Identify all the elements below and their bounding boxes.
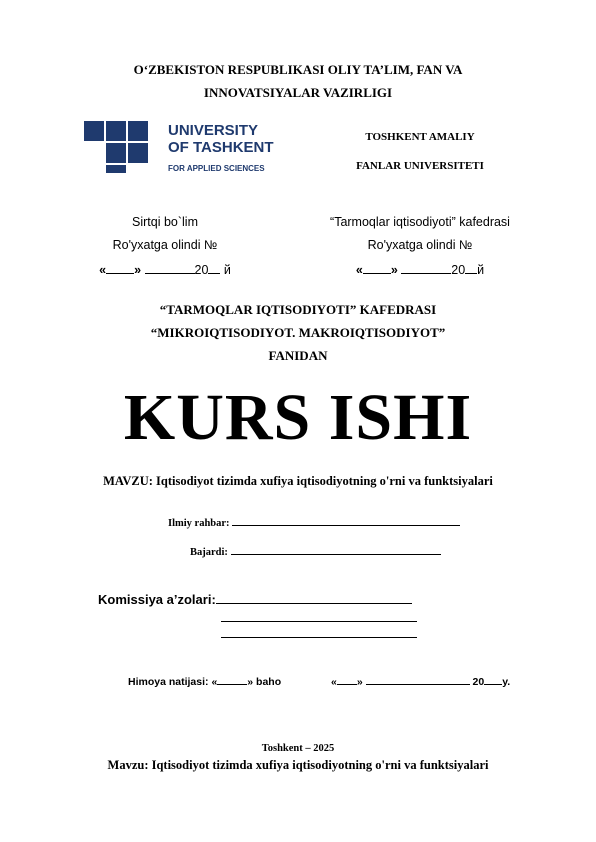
defense-date-open: « — [330, 676, 337, 688]
left-section-label: Sirtqi bo`lim — [132, 215, 198, 229]
commission-line — [98, 592, 412, 607]
left-year-prefix: 20 — [194, 263, 209, 277]
supervisor-label: Ilmiy rahbar: — [168, 518, 230, 529]
university-logo — [84, 121, 274, 173]
ministry-header — [0, 58, 596, 104]
right-year-prefix: 20 — [451, 263, 466, 277]
footer-topic: Mavzu: Iqtisodiyot tizimda xufiya iqtisodiyotning o'rni va funktsiyalari — [107, 758, 489, 772]
department-line-1: “TARMOQLAR IQTISODIYOTI” KAFEDRASI — [159, 302, 437, 317]
defense-year-prefix: 20 — [472, 676, 485, 688]
university-name-line-1: TOSHKENT AMALIY — [365, 131, 475, 143]
left-registration-label: Ro'yxatga olindi № — [112, 238, 218, 252]
defense-label: Himoya natijasi: « — [128, 676, 218, 688]
performer-label: Bajardi: — [190, 547, 228, 558]
supervisor-line — [168, 518, 460, 529]
logo-name-line-2: OF TASHKENT — [168, 139, 274, 156]
ministry-line-1: O‘ZBEKISTON RESPUBLIKASI OLIY TA’LIM, FAN VA — [133, 62, 463, 77]
left-date-line — [70, 263, 260, 277]
ministry-line-2: INNOVATSIYALAR VAZIRLIGI — [203, 85, 393, 100]
left-year-suffix: й — [220, 263, 231, 277]
university-logo-icon — [84, 121, 274, 173]
main-title: KURS ISHI — [123, 381, 473, 454]
city-year: Toshkent – 2025 — [261, 743, 335, 754]
defense-result-line — [128, 676, 510, 688]
right-date-open: « — [355, 263, 363, 277]
performer-line — [190, 547, 441, 558]
department-line-2: “MIKROIQTISODIYOT. MAKROIQTISODIYOT” — [150, 325, 446, 340]
right-date-close: » — [390, 263, 398, 277]
logo-tagline: FOR APPLIED SCIENCES — [168, 164, 265, 173]
left-date-open: « — [99, 263, 107, 277]
right-year-suffix: й — [477, 263, 485, 277]
commission-label: Komissiya a’zolari: — [98, 592, 216, 607]
logo-name-line-1: UNIVERSITY — [168, 122, 259, 139]
defense-baho: » baho — [247, 676, 282, 688]
commission-blank-line-3 — [221, 637, 417, 638]
university-name-line-2: FANLAR UNIVERSITETI — [356, 160, 484, 172]
right-registration-label: Ro'yxatga olindi № — [367, 238, 473, 252]
right-department-label: “Tarmoqlar iqtisodiyoti” kafedrasi — [330, 215, 510, 229]
department-line-3: FANIDAN — [268, 348, 328, 363]
defense-year-suffix: y. — [502, 676, 511, 688]
commission-blank-line-2 — [221, 621, 417, 622]
right-date-line — [305, 263, 535, 277]
defense-date-close: » — [356, 676, 363, 688]
topic: MAVZU: Iqtisodiyot tizimda xufiya iqtisodiyotning o'rni va funktsiyalari — [103, 474, 493, 488]
left-date-close: » — [134, 263, 142, 277]
